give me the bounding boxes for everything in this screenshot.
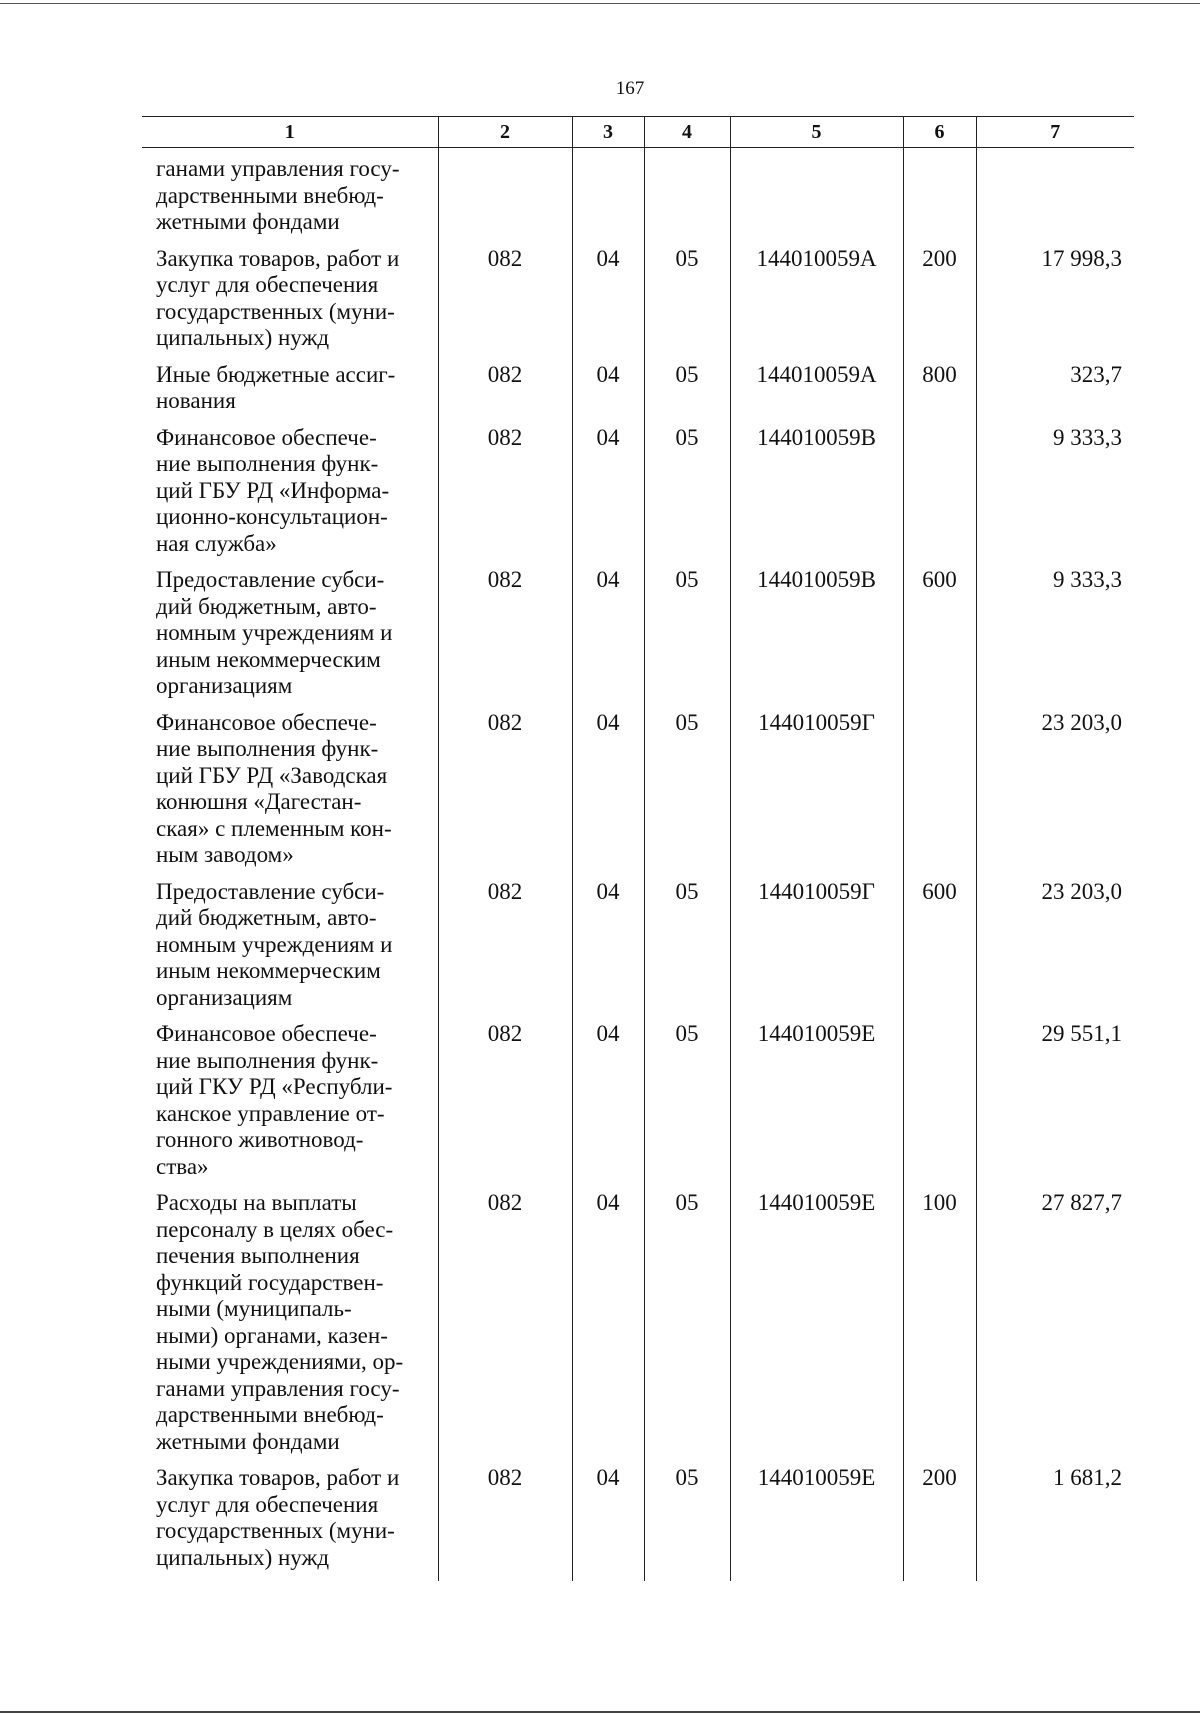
cell-col-2: 082: [438, 879, 572, 1022]
cell-col-3: 04: [572, 567, 644, 710]
cell-col-6: 600: [903, 879, 976, 1022]
cell-col-5: 144010059А: [730, 246, 903, 362]
cell-col-6: [903, 425, 976, 568]
table-row: [142, 246, 1134, 362]
cell-col-3: [572, 148, 644, 246]
cell-name: Закупка товаров, работ и услуг для обеспечения государственных (муни- ципальных) нужд: [156, 1465, 400, 1570]
cell-col-5: 144010059Е: [730, 1465, 903, 1581]
page-number: 167: [615, 78, 645, 99]
scan-edge-top: [0, 3, 1200, 4]
cell-col-3: 04: [572, 710, 644, 879]
cell-col-5: 144010059Г: [730, 710, 903, 879]
header-col-2: 2: [438, 117, 572, 148]
cell-col-3: 04: [572, 425, 644, 568]
table-row: [142, 1465, 1134, 1581]
cell-col-5: 144010059В: [730, 425, 903, 568]
table-header: [142, 117, 1134, 148]
cell-col-7: 9 333,3: [976, 567, 1134, 710]
cell-name: Расходы на выплаты персоналу в целях обес- печения выполнения функций государствен- ными (муниципаль- ными) органами, казен- ными учреждениями, ор- ганами управления госу- дарственными внебюд- жетными фондами: [156, 1190, 404, 1454]
cell-col-3: 04: [572, 362, 644, 425]
cell-col-2: 082: [438, 425, 572, 568]
table-row: [142, 879, 1134, 1022]
cell-col-2: [438, 148, 572, 246]
cell-col-2: 082: [438, 1021, 572, 1190]
cell-col-2: 082: [438, 362, 572, 425]
cell-col-3: 04: [572, 1021, 644, 1190]
cell-col-2: 082: [438, 1190, 572, 1465]
cell-name: Финансовое обеспече- ние выполнения функ- ций ГБУ РД «Информа- ционно-консультацион- ная служба»: [156, 424, 390, 556]
cell-col-5: 144010059Е: [730, 1021, 903, 1190]
cell-col-6: 200: [903, 1465, 976, 1581]
budget-table: [142, 116, 1134, 1581]
cell-col-7: 323,7: [976, 362, 1134, 425]
cell-col-4: [644, 148, 730, 246]
cell-col-6: 800: [903, 362, 976, 425]
cell-col-6: 100: [903, 1190, 976, 1465]
table-row: [142, 567, 1134, 710]
cell-col-4: 05: [644, 362, 730, 425]
cell-col-7: [976, 148, 1134, 246]
header-col-5: 5: [730, 117, 903, 148]
cell-col-6: [903, 710, 976, 879]
cell-col-6: [903, 1021, 976, 1190]
cell-col-3: 04: [572, 1465, 644, 1581]
table-row: [142, 710, 1134, 879]
cell-col-6: 200: [903, 246, 976, 362]
cell-name: Финансовое обеспече- ние выполнения функ- ций ГБУ РД «Заводская конюшня «Дагестан- ская» с племенным кон- ным заводом»: [156, 709, 392, 867]
cell-col-5: 144010059Г: [730, 879, 903, 1022]
cell-col-7: 1 681,2: [976, 1465, 1134, 1581]
cell-col-3: 04: [572, 879, 644, 1022]
cell-col-4: 05: [644, 1190, 730, 1465]
header-col-7: 7: [976, 117, 1134, 148]
cell-col-5: 144010059Е: [730, 1190, 903, 1465]
table-row: [142, 425, 1134, 568]
cell-col-4: 05: [644, 1021, 730, 1190]
table-row: [142, 1021, 1134, 1190]
cell-col-4: 05: [644, 567, 730, 710]
cell-name: Предоставление субси- дий бюджетным, авто- номным учреждениям и иным некоммерческим организациям: [156, 567, 393, 698]
cell-col-2: 082: [438, 1465, 572, 1581]
cell-col-4: 05: [644, 710, 730, 879]
header-col-3: 3: [572, 117, 644, 148]
cell-col-6: [903, 148, 976, 246]
cell-name: ганами управления госу- дарственными внебюд- жетными фондами: [156, 156, 400, 234]
cell-col-5: [730, 148, 903, 246]
table-row: [142, 148, 1134, 246]
cell-col-7: 29 551,1: [976, 1021, 1134, 1190]
cell-col-7: 27 827,7: [976, 1190, 1134, 1465]
cell-col-3: 04: [572, 1190, 644, 1465]
cell-name: Закупка товаров, работ и услуг для обеспечения государственных (муни- ципальных) нужд: [156, 245, 400, 350]
cell-col-4: 05: [644, 425, 730, 568]
header-col-1: 1: [142, 117, 438, 148]
cell-col-7: 17 998,3: [976, 246, 1134, 362]
header-col-4: 4: [644, 117, 730, 148]
scan-edge-bottom: [0, 1711, 1200, 1713]
cell-col-2: 082: [438, 567, 572, 710]
header-col-6: 6: [903, 117, 976, 148]
cell-col-7: 23 203,0: [976, 879, 1134, 1022]
cell-col-4: 05: [644, 246, 730, 362]
cell-col-6: 600: [903, 567, 976, 710]
cell-col-2: 082: [438, 246, 572, 362]
cell-col-5: 144010059А: [730, 362, 903, 425]
cell-col-5: 144010059В: [730, 567, 903, 710]
cell-col-4: 05: [644, 1465, 730, 1581]
cell-col-2: 082: [438, 710, 572, 879]
table-row: [142, 1190, 1134, 1465]
cell-name: Финансовое обеспече- ние выполнения функ- ций ГКУ РД «Республи- канское управление от- гонного животновод- ства»: [156, 1021, 393, 1179]
cell-name: Предоставление субси- дий бюджетным, авто- номным учреждениям и иным некоммерческим организациям: [156, 878, 393, 1010]
cell-name: Иные бюджетные ассиг- нования: [156, 361, 396, 413]
cell-col-4: 05: [644, 879, 730, 1022]
table-row: [142, 362, 1134, 425]
header-row: [142, 117, 1134, 148]
cell-col-7: 23 203,0: [976, 710, 1134, 879]
cell-col-3: 04: [572, 246, 644, 362]
table-body: [142, 148, 1134, 1582]
cell-col-7: 9 333,3: [976, 425, 1134, 568]
